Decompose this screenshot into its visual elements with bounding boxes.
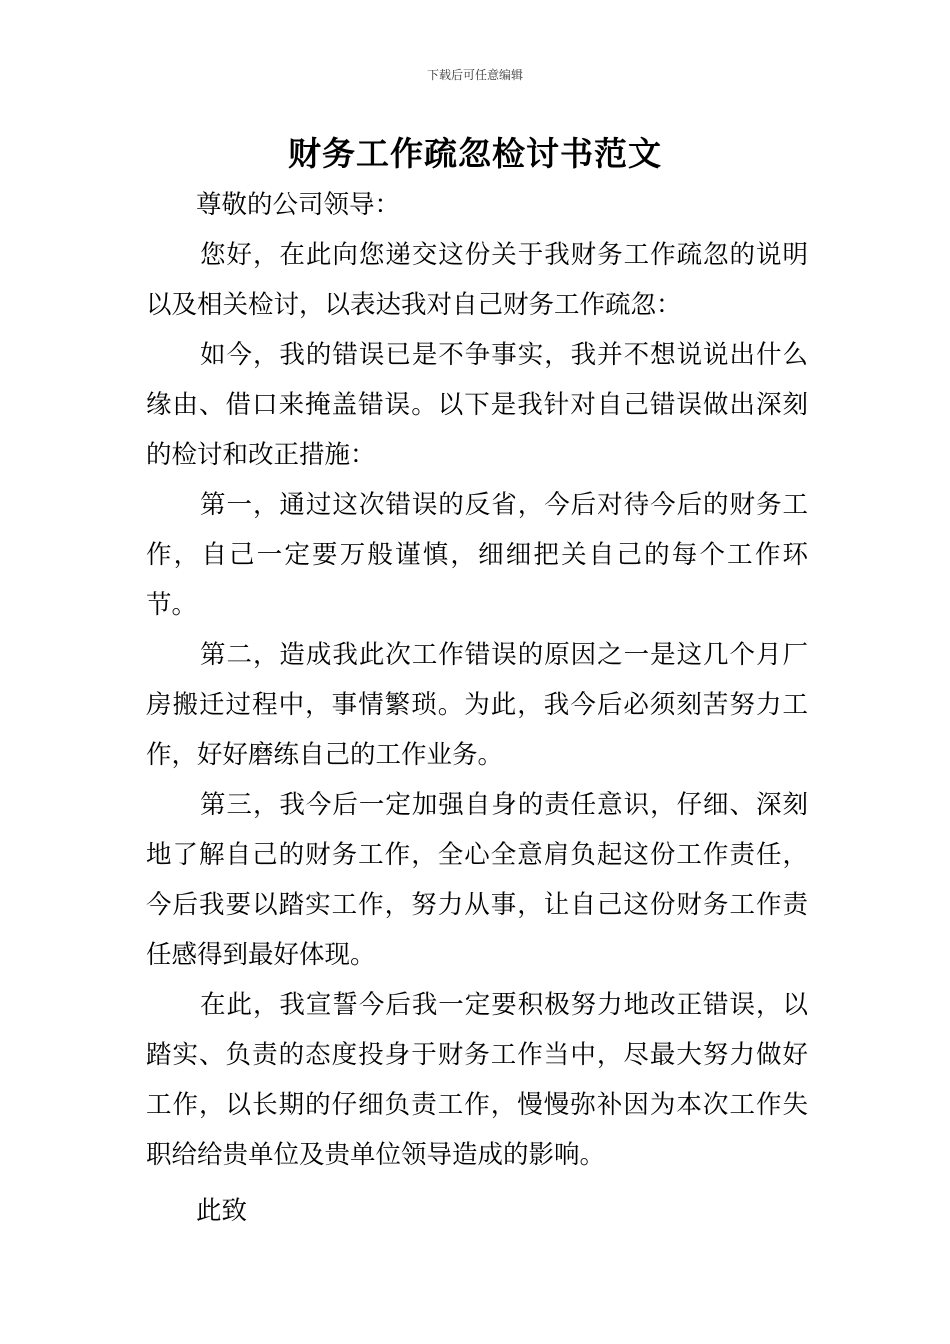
paragraph-greeting: 您好，在此向您递交这份关于我财务工作疏忽的说明以及相关检讨，以表达我对自己财务工作疏忽：	[146, 240, 808, 320]
closing: 此致	[196, 1196, 248, 1226]
paragraph-measure-3: 第三，我今后一定加强自身的责任意识，仔细、深刻地了解自己的财务工作，全心全意肩负起这份工作责任，今后我要以踏实工作，努力从事，让自己这份财务工作责任感得到最好体现。	[146, 790, 808, 970]
paragraph-pledge: 在此，我宣誓今后我一定要积极努力地改正错误，以踏实、负责的态度投身于财务工作当中，尽最大努力做好工作，以长期的仔细负责工作，慢慢弥补因为本次工作失职给给贵单位及贵单位领导造成的影响。	[146, 990, 808, 1170]
paragraph-measure-2: 第二，造成我此次工作错误的原因之一是这几个月厂房搬迁过程中，事情繁琐。为此，我今后必须刻苦努力工作，好好磨练自己的工作业务。	[146, 640, 808, 770]
salutation: 尊敬的公司领导：	[196, 190, 401, 220]
header-note: 下载后可任意编辑	[426, 68, 523, 82]
paragraph-measure-1: 第一，通过这次错误的反省，今后对待今后的财务工作，自己一定要万般谨慎，细细把关自己的每个工作环节。	[146, 490, 808, 620]
paragraph-acknowledgement: 如今，我的错误已是不争事实，我并不想说说出什么缘由、借口来掩盖错误。以下是我针对自己错误做出深刻的检讨和改正措施：	[146, 340, 808, 470]
document-title: 财务工作疏忽检讨书范文	[288, 134, 662, 173]
document-body	[146, 180, 808, 1236]
